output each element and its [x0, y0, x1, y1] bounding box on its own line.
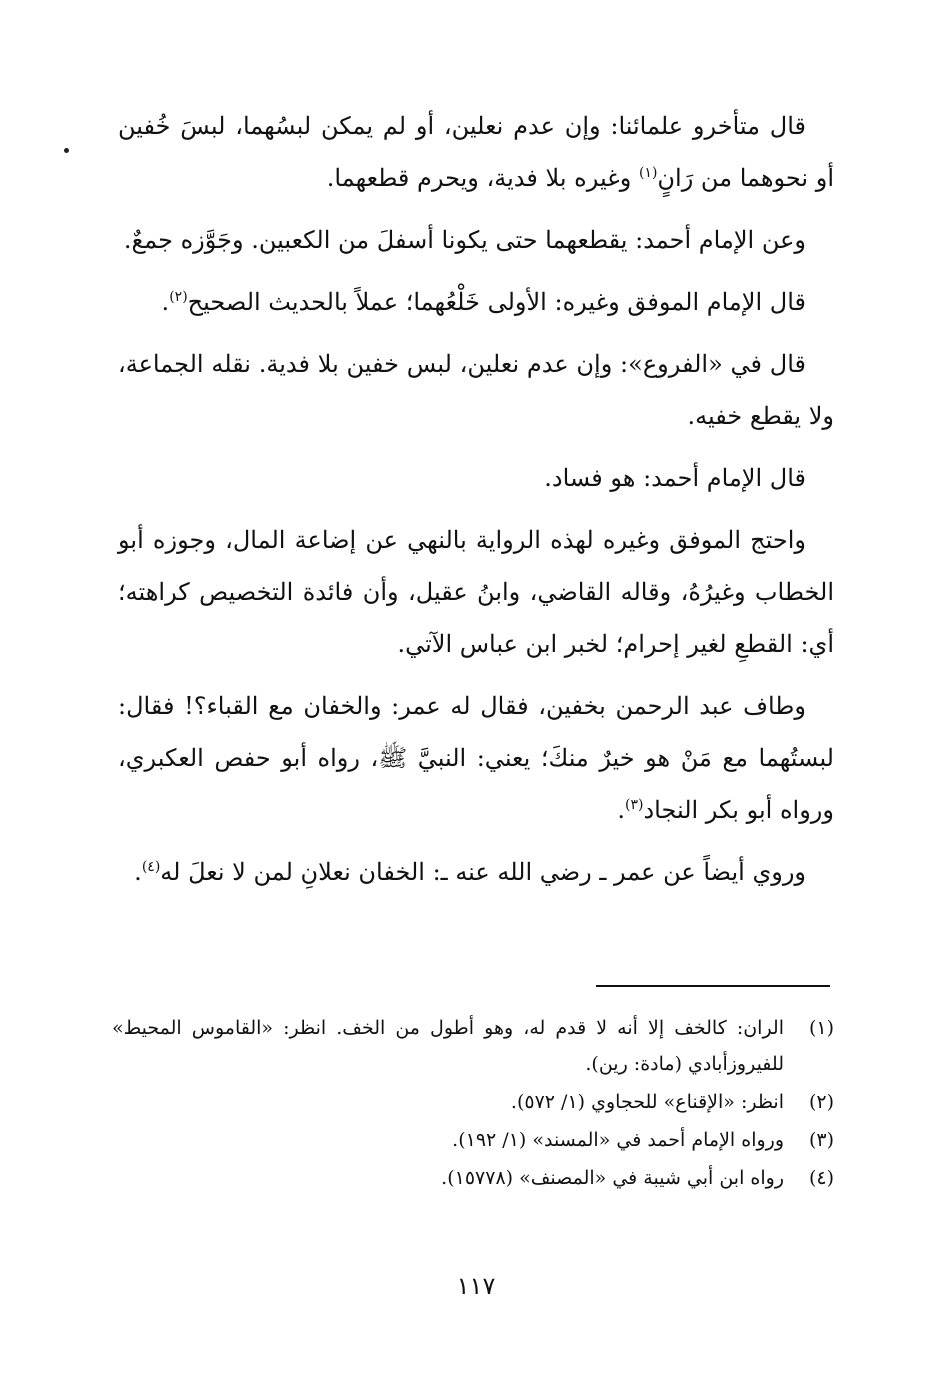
page-number: ١١٧ [456, 1272, 496, 1300]
paragraph [118, 846, 834, 898]
footnote-text: رواه ابن أبي شيبة في «المصنف» (١٥٧٧٨). [441, 1167, 784, 1189]
paragraph [118, 680, 834, 836]
footnote-text: ورواه الإمام أحمد في «المسند» (١/ ١٩٢). [452, 1129, 784, 1151]
footnote [112, 1122, 834, 1158]
footnote-text: انظر: «الإقناع» للحجاوي (١/ ٥٧٢). [510, 1091, 784, 1113]
paragraph-text: قال متأخرو علمائنا: وإن عدم نعلين، أو لم يمكن لبسُهما، لبسَ خُفين أو نحوهما من رَانٍ [118, 112, 834, 192]
paragraph [118, 514, 834, 670]
paragraph-text-tail: وغيره بلا فدية، ويحرم قطعهما. [326, 164, 639, 192]
main-text [118, 100, 834, 908]
footnote [112, 1010, 834, 1082]
paragraph [118, 100, 834, 204]
paragraph-text-tail: . [134, 858, 142, 886]
footnote [112, 1084, 834, 1120]
paragraph [118, 452, 834, 504]
paragraph [118, 276, 834, 328]
margin-dot [64, 148, 69, 153]
paragraph-text-tail: . [617, 796, 625, 824]
footnote-marker[interactable]: (٢) [169, 289, 188, 305]
footnote-marker[interactable]: (٣) [624, 797, 644, 813]
footnote-marker[interactable]: (٤) [141, 859, 161, 875]
paragraph-text: وعن الإمام أحمد: يقطعهما حتى يكونا أسفلَ من الكعبين. وجَوَّزه جمعٌ. [123, 226, 806, 254]
footnote-number: (٤) [808, 1167, 834, 1189]
footnotes [112, 1010, 834, 1198]
footnote-marker[interactable]: (١) [638, 165, 658, 181]
paragraph-text: قال الإمام الموفق وغيره: الأولى خَلْعُهما؛ عملاً بالحديث الصحيح [187, 288, 806, 316]
paragraph-text-tail: . [161, 288, 170, 316]
paragraph-text: قال في «الفروع»: وإن عدم نعلين، لبس خفين بلا فدية. نقله الجماعة، ولا يقطع خفيه. [118, 350, 834, 430]
footnote-separator [596, 985, 830, 987]
paragraph-text: وطاف عبد الرحمن بخفين، فقال له عمر: والخفان مع القباء؟! فقال: لبستُهما مع مَنْ هو خيرٌ منكَ؛ يعني: النبيَّ ﷺ، رواه أبو حفص العكبري، ورواه أبو بكر النجاد [118, 692, 834, 824]
paragraph [118, 338, 834, 442]
footnote-number: (٣) [808, 1129, 834, 1151]
paragraph [118, 214, 834, 266]
footnote-number: (١) [808, 1017, 834, 1039]
paragraph-text: وروي أيضاً عن عمر ـ رضي الله عنه ـ: الخفان نعلانِ لمن لا نعلَ له [160, 858, 806, 886]
paragraph-text: قال الإمام أحمد: هو فساد. [544, 464, 806, 492]
footnote [112, 1160, 834, 1196]
footnote-number: (٢) [808, 1091, 834, 1113]
paragraph-text: واحتج الموفق وغيره لهذه الرواية بالنهي عن إضاعة المال، وجوزه أبو الخطاب وغيرُهُ، وقاله القاضي، وابنُ عقيل، وأن فائدة التخصيص كراهته؛ أي: القطعِ لغير إحرام؛ لخبر ابن عباس الآتي. [118, 526, 834, 658]
footnote-text: الران: كالخف إلا أنه لا قدم له، وهو أطول من الخف. انظر: «القاموس المحيط» للفيروزأبادي (مادة: رين). [112, 1017, 784, 1075]
